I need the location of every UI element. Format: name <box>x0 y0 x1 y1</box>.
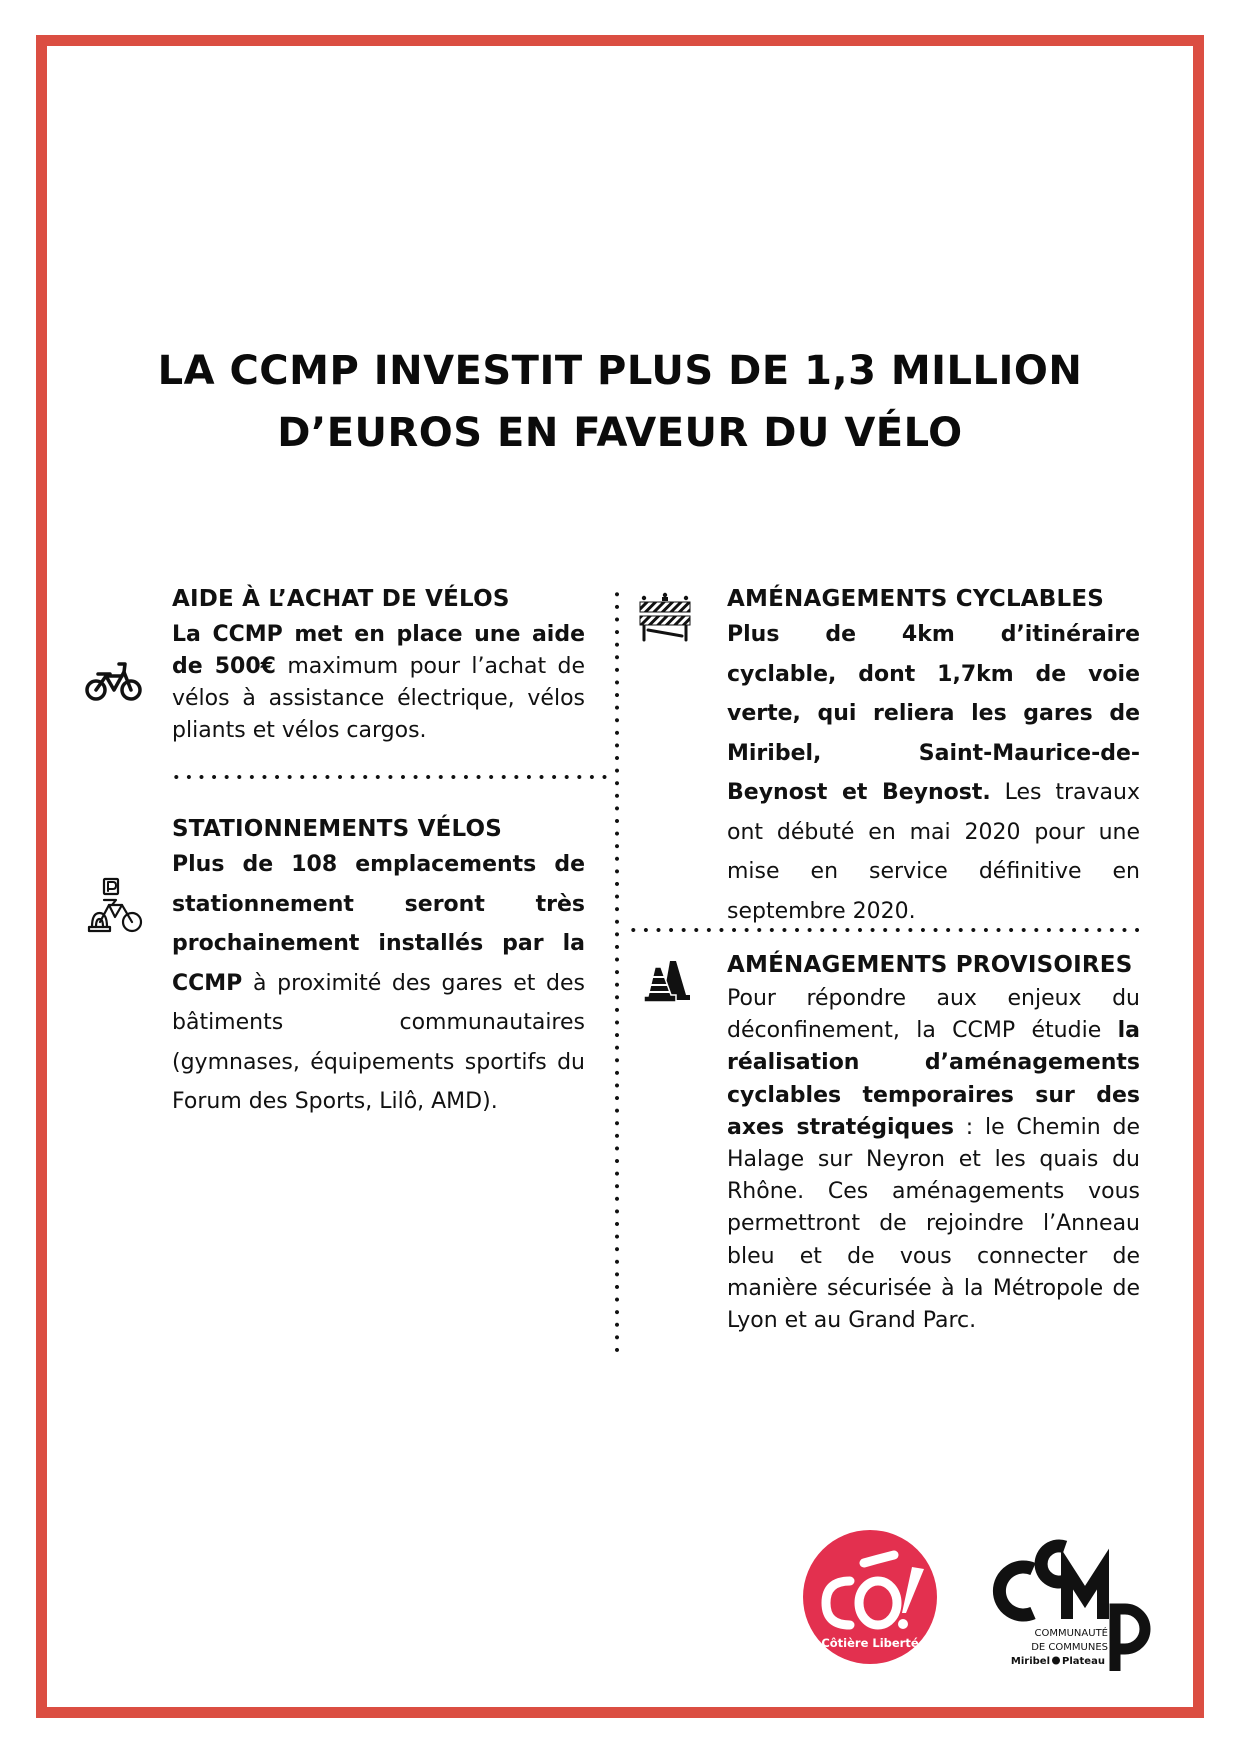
section-body-bold: Plus de 108 emplacements de stationnement seront très prochainement installés par la CCMP <box>172 852 585 996</box>
bike-parking-icon <box>86 877 146 935</box>
cotiere-liberte-logo <box>802 1529 938 1665</box>
page-title-line-1: LA CCMP INVESTIT PLUS DE 1,3 MILLION <box>157 348 1083 394</box>
section-body <box>172 619 585 747</box>
section-title: STATIONNEMENTS VÉLOS <box>172 816 503 842</box>
dotted-divider-right <box>627 928 1143 932</box>
section-body-text: Les travaux ont débuté en mai 2020 pour une mise en service définitive en septembre 2020. <box>727 780 1140 924</box>
section-aide-achat <box>172 584 585 747</box>
section-title: AMÉNAGEMENTS PROVISOIRES <box>727 952 1133 978</box>
section-body-text: à proximité des gares et des bâtiments communautaires (gymnases, équipements sportifs du Forum des Sports, Lilô, AMD). <box>172 970 585 1114</box>
section-body-bold: La CCMP met en place une aide de 500€ <box>172 622 585 679</box>
page-title-line-2: D’EUROS EN FAVEUR DU VÉLO <box>277 410 963 456</box>
section-body <box>727 615 1140 931</box>
section-title: AIDE À L’ACHAT DE VÉLOS <box>172 586 510 612</box>
section-body-bold: Plus de 4km d’itinéraire cyclable, dont 1,7km de voie verte, qui reliera les gares de Miribel, Saint-Maurice-de-Beynost et Beynost. <box>727 622 1140 805</box>
section-body-bold: la réalisation d’aménagements cyclables temporaires sur des axes stratégiques <box>727 1018 1140 1140</box>
section-title: AMÉNAGEMENTS CYCLABLES <box>727 586 1105 612</box>
ccmp-logo <box>985 1535 1155 1675</box>
section-body <box>172 845 585 1122</box>
cotiere-liberte-logo-name: Côtière Liberté <box>821 1636 919 1650</box>
dotted-divider-left <box>170 775 608 779</box>
section-amenagements-provisoires <box>727 950 1140 1337</box>
section-stationnements <box>172 814 585 1122</box>
section-body-text: : le Chemin de Halage sur Neyron et les quais du Rhône. Ces aménagements vous permettront de rejoindre l’Anneau bleu et de vous connecter de manière sécurisée à la Métropole de Lyon et au Grand Parc. <box>727 1114 1141 1334</box>
page-title <box>60 340 1180 464</box>
ccmp-logo-line-3b: Plateau <box>1062 1656 1105 1667</box>
bicycle-icon <box>84 660 144 702</box>
traffic-cones-icon <box>642 955 692 1003</box>
ccmp-logo-line-2: DE COMMUNES <box>1031 1642 1108 1653</box>
section-body-text: maximum pour l’achat de vélos à assistance électrique, vélos pliants et vélos cargos. <box>172 654 585 743</box>
section-body-text-before: Pour répondre aux enjeux du déconfinement, la CCMP étudie <box>727 986 1140 1044</box>
dotted-divider-vertical <box>615 588 619 1354</box>
section-amenagements-cyclables <box>727 584 1140 931</box>
road-barrier-icon <box>638 592 692 642</box>
section-body <box>727 983 1140 1337</box>
ccmp-logo-line-3a: Miribel <box>1010 1656 1050 1667</box>
ccmp-logo-line-1: COMMUNAUTÉ <box>1034 1628 1108 1639</box>
